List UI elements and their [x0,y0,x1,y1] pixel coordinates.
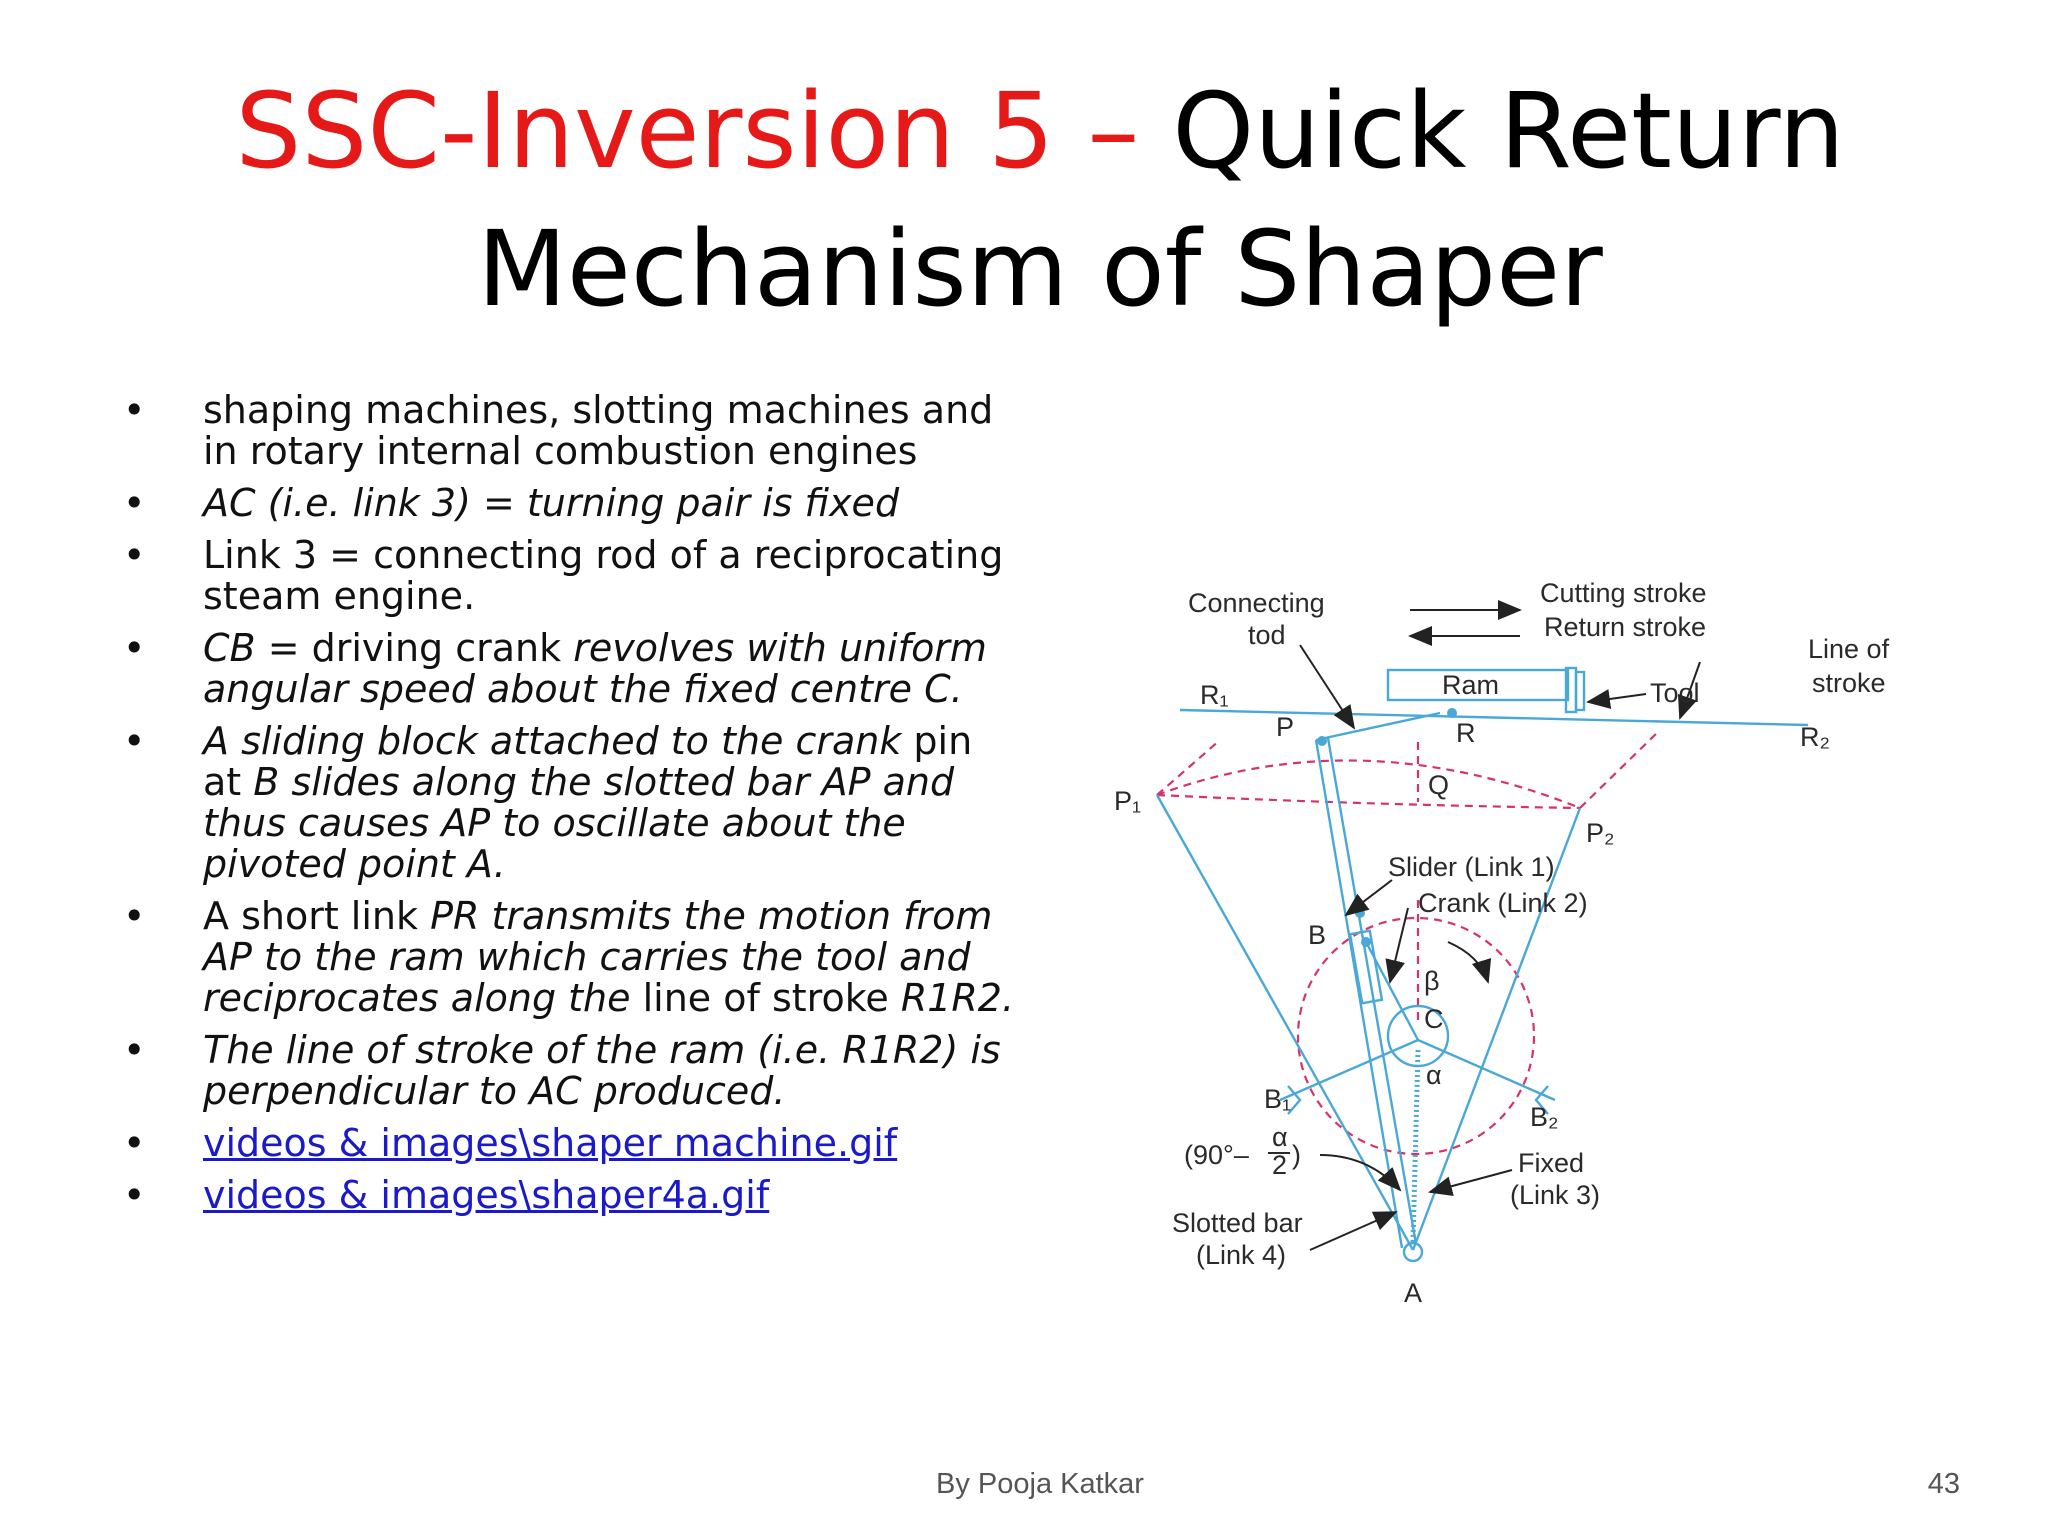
title-red-part: SSC-Inversion 5 – [235,70,1140,192]
pivot-a [1404,1243,1422,1261]
bullet-text: B slides along the slotted bar AP and thus causes AP to oscillate about the pivoted point A. [203,760,955,886]
label-a: A [1404,1278,1423,1308]
construction-lines [1157,730,1660,1154]
tool-leader [1588,694,1646,702]
bullet-dot: • [123,1028,146,1072]
bullet-dot: • [123,626,146,670]
label-angle-prefix: (90°– [1184,1140,1249,1170]
label-fixed-1: Fixed [1518,1148,1585,1178]
bullet-list [120,390,1020,1227]
dash-r1-p1 [1157,740,1220,795]
joint-p [1317,736,1327,746]
quick-return-mechanism-diagram [1100,580,1920,1320]
link-pr [1316,713,1440,740]
label-q: Q [1428,770,1450,800]
label-b1: B₁ [1264,1084,1292,1114]
bullet-text: shaping machines, slotting machines and in rotary internal combustion engines [203,388,994,473]
label-line-of-stroke-1: Line of [1808,634,1890,664]
bullet-item [120,628,1020,710]
label-slider: Slider (Link 1) [1388,852,1555,882]
bullet-dot: • [123,481,146,525]
label-r2: R₂ [1800,722,1830,752]
label-angle-suffix: ) [1292,1140,1301,1170]
line-of-stroke [1180,710,1808,725]
bullet-dot: • [123,388,146,432]
label-c: C [1424,1004,1444,1034]
label-p1: P₁ [1114,786,1142,816]
label-return-stroke: Return stroke [1544,612,1707,642]
label-tool: Tool [1650,678,1700,708]
arc-upper [1157,760,1580,808]
crank-cb [1366,942,1418,1040]
bullet-text: = driving crank [255,626,574,670]
joint-r [1447,708,1457,718]
bullet-text: CB [203,626,256,670]
bullet-text: Link 3 = connecting rod of a reciprocating steam engine. [203,533,1004,618]
bullet-item [120,535,1020,617]
bullet-text: The line of stroke of the ram (i.e. R1R2) is perpendicular to AC produced. [203,1028,1001,1113]
label-slotted-bar-1: Slotted bar [1172,1208,1303,1238]
slotted-bar-left [1316,740,1402,1248]
bullet-item [120,1030,1020,1112]
bullet-dot: • [123,1173,146,1217]
joint-slider [1355,908,1365,918]
label-p: P [1276,712,1295,742]
slide-title [200,62,1880,338]
page-number: 43 [1927,1468,1960,1500]
bullet-dot: • [123,719,146,763]
bullet-text: A short link [203,894,431,938]
label-r1: R₁ [1200,680,1229,710]
label-fixed-2: (Link 3) [1510,1180,1601,1210]
label-connecting-rod-2: tod [1248,620,1286,650]
label-alpha: α [1426,1060,1442,1090]
label-r: R [1456,718,1476,748]
label-b2: B₂ [1530,1102,1559,1132]
label-slotted-bar-2: (Link 4) [1196,1240,1287,1270]
title-black-part-2: Mechanism of Shaper [477,208,1603,330]
bullet-text: pin at [203,719,973,804]
label-crank: Crank (Link 2) [1418,888,1588,918]
bullet-item [120,390,1020,472]
label-connecting-rod-1: Connecting [1188,588,1325,618]
bullet-item [120,896,1020,1019]
media-link[interactable]: videos & images\shaper machine.gif [203,1121,898,1165]
diagram-labels [1114,580,1890,1308]
mechanism-links [1157,668,1808,1261]
rotation-arrow [1448,942,1488,982]
label-line-of-stroke-2: stroke [1812,668,1886,698]
footer-author: By Pooja Katkar [936,1468,1144,1500]
bullet-text: PR transmits the motion from AP to the ram which carries the tool and reciprocates along the [203,894,993,1020]
label-ram: Ram [1442,670,1500,700]
bullet-item[interactable] [120,1123,1020,1164]
bullet-text: A sliding block attached to the crank [203,719,902,763]
joint-b [1361,937,1371,947]
bullet-text: R1R2. [900,976,1015,1020]
arc-lower [1157,795,1580,808]
media-link[interactable]: videos & images\shaper4a.gif [203,1173,770,1217]
bullet-dot: • [123,1121,146,1165]
connecting-rod-leader [1300,645,1354,728]
bullet-text: AC (i.e. link 3) = turning pair is fixed [203,481,900,525]
tool [1576,672,1584,710]
bullet-item[interactable] [120,1175,1020,1216]
label-angle-denominator: 2 [1272,1150,1288,1180]
line-p1-a [1157,795,1413,1250]
label-angle-numerator: α [1272,1122,1288,1152]
label-b: B [1308,920,1327,950]
dash-r2-p2 [1580,730,1660,808]
label-cutting-stroke: Cutting stroke [1540,580,1707,608]
label-beta: β [1424,966,1440,996]
title-black-part-1: Quick Return [1172,70,1845,192]
label-p2: P₂ [1586,818,1615,848]
bullet-item [120,483,1020,524]
bullet-item [120,721,1020,885]
bullet-dot: • [123,533,146,577]
slotted-bar-leader [1310,1212,1396,1250]
bullet-text: line of stroke [630,976,901,1020]
bullet-dot: • [123,894,146,938]
fixed-link-hatch [1413,1050,1418,1242]
bullet-text: revolves with uniform angular speed about the fixed centre C. [203,626,987,711]
